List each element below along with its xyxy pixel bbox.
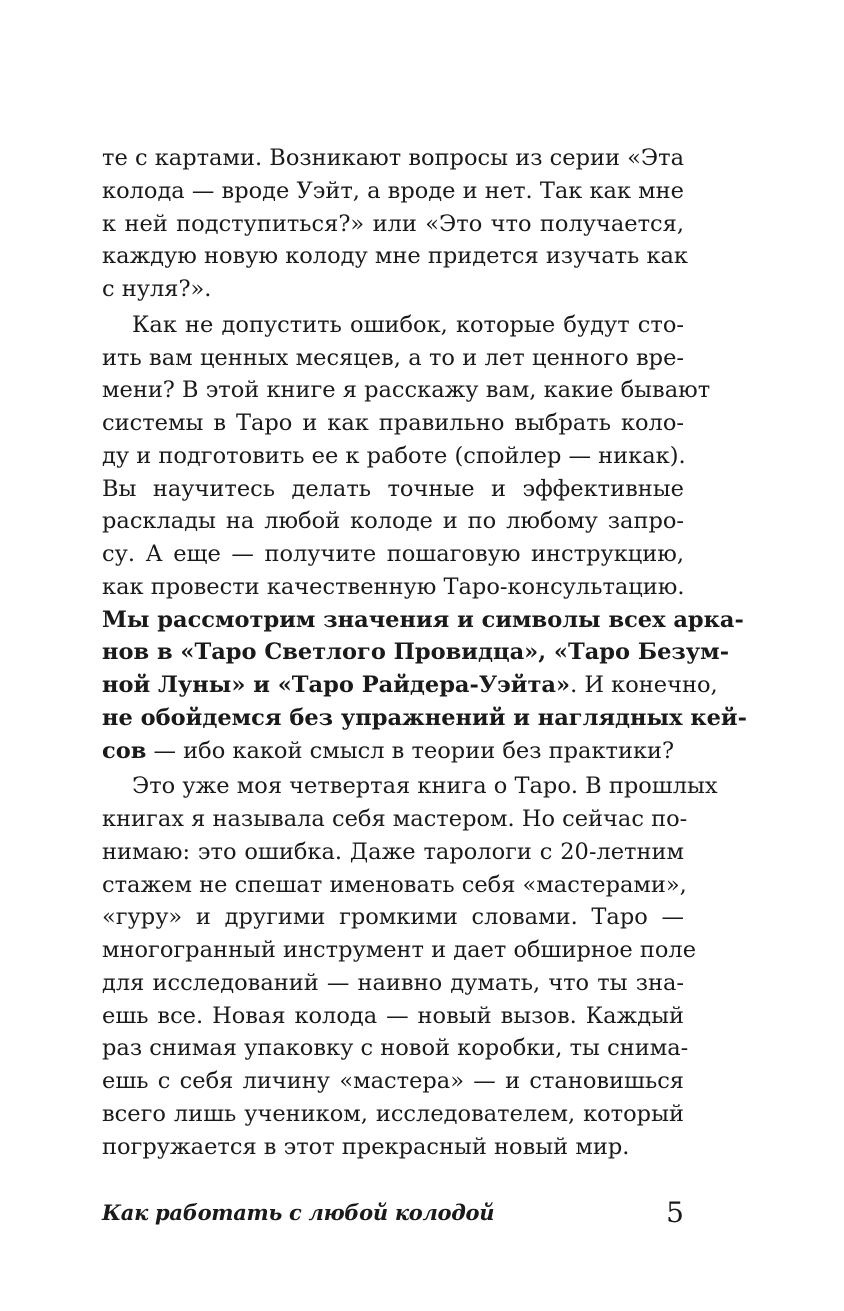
text-line: каждую новую колоду мне придется изучать как [102, 243, 688, 270]
bold-phrase: нов в «Таро Светлого Провидца», «Таро Безум- [102, 639, 730, 666]
text-line: ешь все. Новая колода — новый вызов. Каждый [102, 1002, 684, 1029]
text-line [102, 636, 730, 669]
bold-phrase: не обойдемся без упражнений и наглядных кей- [102, 704, 747, 731]
page-body [102, 142, 747, 1163]
text-line: расклады на любой колоде и по любому запро- [102, 508, 684, 535]
running-title: Как работать с любой колодой [102, 1200, 495, 1225]
text-line: Это уже моя четвертая книга о Таро. В прошлых [132, 773, 718, 800]
paragraph-3 [102, 770, 718, 1163]
text-line: всего лишь учеником, исследователем, который [102, 1100, 684, 1127]
text-line: «гуру» и другими громкими словами. Таро — [102, 904, 684, 931]
paragraph-2 [102, 309, 747, 768]
text-line: системы в Таро и как правильно выбрать коло- [102, 410, 684, 436]
text-line [102, 669, 718, 702]
text-line: Вы научитесь делать точные и эффективные [102, 475, 684, 502]
text-line: ду и подготовить ее к работе (спойлер — никак). [102, 442, 686, 469]
text-fragment: . И конечно, [570, 672, 718, 698]
text-line [102, 735, 684, 768]
text-line: колода — вроде Уэйт, а вроде и нет. Так как мне [102, 177, 684, 204]
text-line [102, 702, 747, 735]
text-line: ешь с себя личину «мастера» — и становишься [102, 1068, 684, 1094]
text-line [102, 604, 744, 637]
text-line: с нуля?». [102, 276, 212, 302]
paragraph-1 [102, 142, 688, 306]
text-line: ить вам ценных месяцев, а то и лет ценного вре- [102, 344, 684, 371]
bold-phrase: ной Луны» и «Таро Райдера-Уэйта» [102, 672, 571, 698]
text-line: многогранный инструмент и дает обширное поле [102, 937, 697, 963]
bold-phrase: Мы рассмотрим значения и символы всех арка- [102, 606, 744, 633]
bold-phrase: сов [102, 737, 147, 764]
text-line: как провести качественную Таро-консультацию. [102, 573, 685, 600]
text-line: раз снимая упаковку с новой коробки, ты снима- [102, 1035, 689, 1062]
page-number: 5 [666, 1196, 684, 1229]
text-line: погружается в этот прекрасный новый мир. [102, 1133, 630, 1160]
text-line: су. А еще — получите пошаговую инструкцию, [102, 541, 684, 567]
text-line: мени? В этой книге я расскажу вам, какие бывают [102, 377, 711, 404]
text-line: Как не допустить ошибок, которые будут сто- [132, 311, 684, 338]
text-line: к ней подступиться?» или «Это что получается, [102, 210, 684, 237]
page-footer [102, 1196, 684, 1236]
text-line: те с картами. Возникают вопросы из серии «Эта [102, 145, 684, 171]
text-line: книгах я называла себя мастером. Но сейчас по- [102, 806, 688, 832]
text-line: стажем не спешат именовать себя «мастерами», [102, 871, 687, 898]
text-line: для исследований — наивно думать, что ты зна- [102, 969, 684, 996]
text-fragment: — ибо какой смысл в теории без практики? [146, 737, 675, 764]
text-line: нимаю: это ошибка. Даже тарологи с 20-летним [102, 838, 684, 865]
